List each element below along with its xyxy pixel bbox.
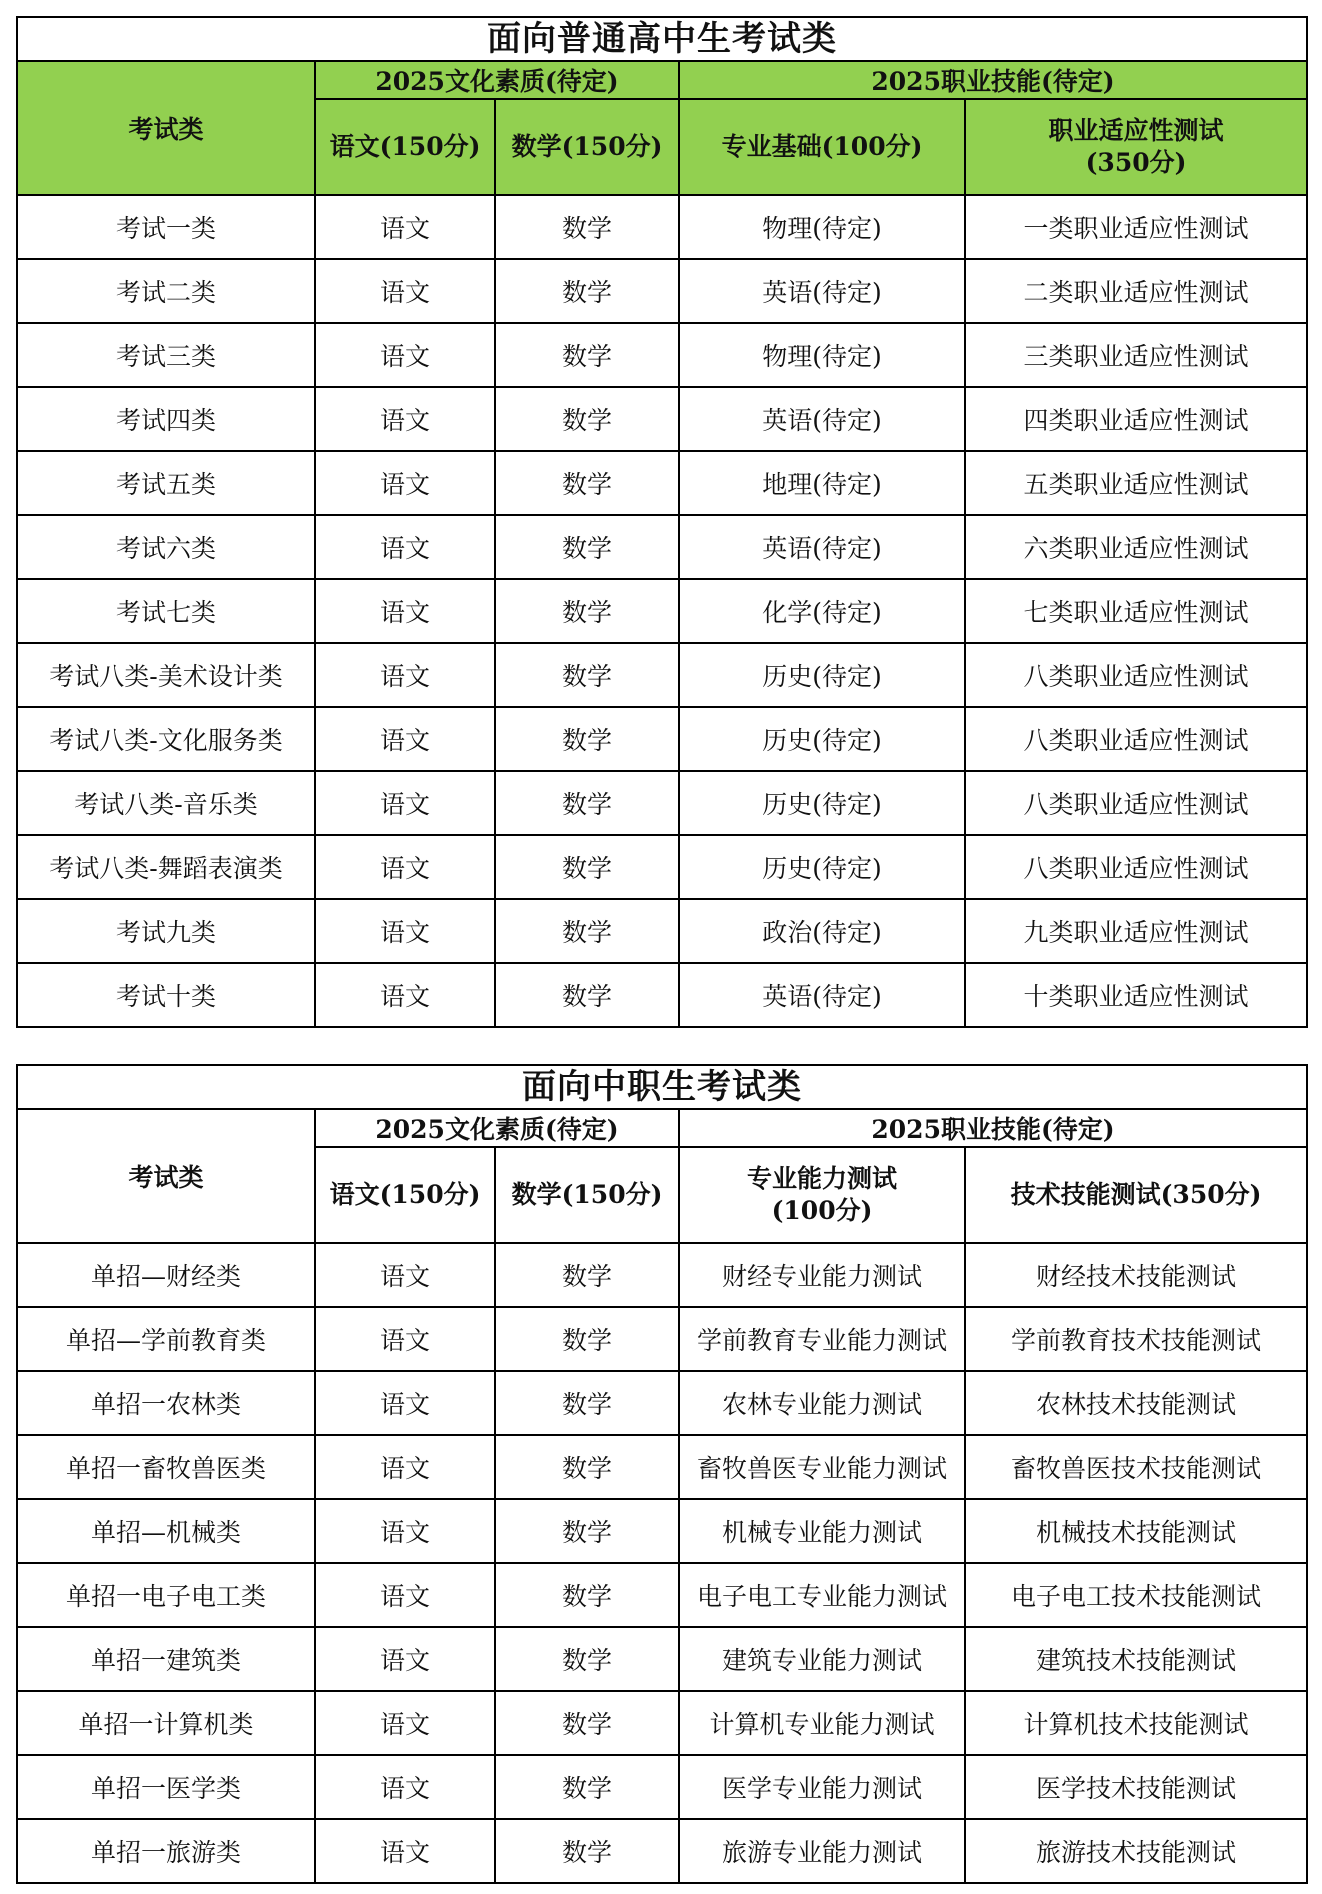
cell-skill-test: 农林技术技能测试 (965, 1371, 1307, 1435)
cell-math: 数学 (495, 1499, 679, 1563)
cell-skill-test: 八类职业适应性测试 (965, 707, 1307, 771)
header-exam-type: 考试类 (17, 61, 315, 195)
cell-math: 数学 (495, 1563, 679, 1627)
table-row (17, 1435, 1307, 1499)
cell-subject: 历史(待定) (679, 771, 965, 835)
cell-chinese: 语文 (315, 579, 495, 643)
cell-exam-type: 单招一医学类 (17, 1755, 315, 1819)
header-culture-group: 2025文化素质(待定) (315, 61, 679, 99)
cell-skill-test: 七类职业适应性测试 (965, 579, 1307, 643)
spacer-row (17, 1027, 1307, 1064)
cell-exam-type: 考试二类 (17, 259, 315, 323)
cell-subject: 化学(待定) (679, 579, 965, 643)
cell-chinese: 语文 (315, 323, 495, 387)
cell-math: 数学 (495, 259, 679, 323)
cell-subject: 财经专业能力测试 (679, 1243, 965, 1307)
cell-exam-type: 单招—学前教育类 (17, 1307, 315, 1371)
cell-skill-test: 计算机技术技能测试 (965, 1691, 1307, 1755)
cell-math: 数学 (495, 963, 679, 1027)
cell-chinese: 语文 (315, 771, 495, 835)
cell-exam-type: 考试九类 (17, 899, 315, 963)
header-professional-basics: 专业基础(100分) (679, 99, 965, 195)
cell-math: 数学 (495, 323, 679, 387)
cell-skill-test: 建筑技术技能测试 (965, 1627, 1307, 1691)
cell-chinese: 语文 (315, 515, 495, 579)
cell-skill-test: 九类职业适应性测试 (965, 899, 1307, 963)
cell-subject: 英语(待定) (679, 259, 965, 323)
cell-chinese: 语文 (315, 1435, 495, 1499)
table-row (17, 1691, 1307, 1755)
cell-subject: 畜牧兽医专业能力测试 (679, 1435, 965, 1499)
table-row (17, 1627, 1307, 1691)
cell-skill-test: 旅游技术技能测试 (965, 1819, 1307, 1883)
cell-skill-test: 八类职业适应性测试 (965, 835, 1307, 899)
table-body (17, 1243, 1307, 1883)
cell-skill-test: 机械技术技能测试 (965, 1499, 1307, 1563)
cell-subject: 历史(待定) (679, 835, 965, 899)
cell-skill-test: 八类职业适应性测试 (965, 643, 1307, 707)
cell-subject: 地理(待定) (679, 451, 965, 515)
cell-exam-type: 单招一建筑类 (17, 1627, 315, 1691)
header-aptitude-line1: 职业适应性测试 (1048, 116, 1224, 145)
cell-chinese: 语文 (315, 195, 495, 259)
cell-math: 数学 (495, 1243, 679, 1307)
table-row (17, 1499, 1307, 1563)
cell-math: 数学 (495, 1691, 679, 1755)
cell-subject: 机械专业能力测试 (679, 1499, 965, 1563)
cell-math: 数学 (495, 1627, 679, 1691)
cell-chinese: 语文 (315, 387, 495, 451)
cell-chinese: 语文 (315, 1371, 495, 1435)
cell-chinese: 语文 (315, 899, 495, 963)
cell-math: 数学 (495, 195, 679, 259)
cell-exam-type: 考试八类-音乐类 (17, 771, 315, 835)
cell-math: 数学 (495, 515, 679, 579)
table-title: 面向中职生考试类 (17, 1065, 1307, 1109)
table-row (17, 515, 1307, 579)
table-row (17, 387, 1307, 451)
cell-chinese: 语文 (315, 1819, 495, 1883)
cell-subject: 建筑专业能力测试 (679, 1627, 965, 1691)
cell-exam-type: 考试八类-美术设计类 (17, 643, 315, 707)
header-chinese: 语文(150分) (315, 99, 495, 195)
cell-subject: 计算机专业能力测试 (679, 1691, 965, 1755)
cell-math: 数学 (495, 387, 679, 451)
cell-math: 数学 (495, 1755, 679, 1819)
table-row (17, 707, 1307, 771)
cell-exam-type: 考试六类 (17, 515, 315, 579)
cell-chinese: 语文 (315, 643, 495, 707)
high-school-exam-table (16, 16, 1308, 1064)
cell-exam-type: 单招—机械类 (17, 1499, 315, 1563)
cell-subject: 物理(待定) (679, 195, 965, 259)
cell-skill-test: 医学技术技能测试 (965, 1755, 1307, 1819)
cell-subject: 政治(待定) (679, 899, 965, 963)
cell-skill-test: 学前教育技术技能测试 (965, 1307, 1307, 1371)
cell-exam-type: 考试八类-舞蹈表演类 (17, 835, 315, 899)
table-row (17, 323, 1307, 387)
cell-math: 数学 (495, 643, 679, 707)
cell-subject: 医学专业能力测试 (679, 1755, 965, 1819)
header-chinese: 语文(150分) (315, 1147, 495, 1243)
cell-math: 数学 (495, 771, 679, 835)
cell-exam-type: 单招一畜牧兽医类 (17, 1435, 315, 1499)
table-row (17, 1755, 1307, 1819)
table-row (17, 771, 1307, 835)
cell-subject: 旅游专业能力测试 (679, 1819, 965, 1883)
cell-exam-type: 单招一电子电工类 (17, 1563, 315, 1627)
cell-chinese: 语文 (315, 1691, 495, 1755)
table-row (17, 451, 1307, 515)
cell-chinese: 语文 (315, 1563, 495, 1627)
table-row (17, 899, 1307, 963)
cell-exam-type: 单招一旅游类 (17, 1819, 315, 1883)
cell-math: 数学 (495, 1307, 679, 1371)
cell-chinese: 语文 (315, 1627, 495, 1691)
cell-exam-type: 考试五类 (17, 451, 315, 515)
cell-skill-test: 畜牧兽医技术技能测试 (965, 1435, 1307, 1499)
cell-chinese: 语文 (315, 1307, 495, 1371)
cell-exam-type: 考试三类 (17, 323, 315, 387)
cell-skill-test: 二类职业适应性测试 (965, 259, 1307, 323)
cell-chinese: 语文 (315, 1499, 495, 1563)
header-aptitude-line2: (350分) (1085, 148, 1187, 177)
cell-skill-test: 五类职业适应性测试 (965, 451, 1307, 515)
cell-chinese: 语文 (315, 1243, 495, 1307)
cell-subject: 英语(待定) (679, 387, 965, 451)
cell-chinese: 语文 (315, 259, 495, 323)
header-technical-skills: 技术技能测试(350分) (965, 1147, 1307, 1243)
table-row (17, 1371, 1307, 1435)
cell-chinese: 语文 (315, 963, 495, 1027)
cell-exam-type: 单招一农林类 (17, 1371, 315, 1435)
cell-exam-type: 单招—财经类 (17, 1243, 315, 1307)
cell-skill-test: 四类职业适应性测试 (965, 387, 1307, 451)
cell-chinese: 语文 (315, 835, 495, 899)
table-row (17, 259, 1307, 323)
header-ability-line1: 专业能力测试 (746, 1164, 897, 1193)
table-row (17, 835, 1307, 899)
cell-subject: 农林专业能力测试 (679, 1371, 965, 1435)
cell-skill-test: 三类职业适应性测试 (965, 323, 1307, 387)
table-row (17, 1819, 1307, 1883)
cell-exam-type: 单招一计算机类 (17, 1691, 315, 1755)
header-professional-ability (679, 1147, 965, 1243)
cell-math: 数学 (495, 707, 679, 771)
table-body (17, 195, 1307, 1027)
cell-exam-type: 考试八类-文化服务类 (17, 707, 315, 771)
cell-math: 数学 (495, 1819, 679, 1883)
table-title: 面向普通高中生考试类 (17, 17, 1307, 61)
cell-subject: 电子电工专业能力测试 (679, 1563, 965, 1627)
cell-subject: 英语(待定) (679, 963, 965, 1027)
cell-skill-test: 八类职业适应性测试 (965, 771, 1307, 835)
cell-exam-type: 考试四类 (17, 387, 315, 451)
table-row (17, 643, 1307, 707)
cell-skill-test: 十类职业适应性测试 (965, 963, 1307, 1027)
cell-subject: 学前教育专业能力测试 (679, 1307, 965, 1371)
cell-chinese: 语文 (315, 451, 495, 515)
header-culture-group: 2025文化素质(待定) (315, 1109, 679, 1147)
cell-subject: 物理(待定) (679, 323, 965, 387)
cell-math: 数学 (495, 835, 679, 899)
cell-exam-type: 考试十类 (17, 963, 315, 1027)
header-skill-group: 2025职业技能(待定) (679, 1109, 1307, 1147)
spreadsheet (16, 16, 1306, 1884)
header-exam-type: 考试类 (17, 1109, 315, 1243)
header-skill-group: 2025职业技能(待定) (679, 61, 1307, 99)
header-math: 数学(150分) (495, 1147, 679, 1243)
cell-chinese: 语文 (315, 1755, 495, 1819)
table-row (17, 195, 1307, 259)
cell-subject: 历史(待定) (679, 707, 965, 771)
table-row (17, 963, 1307, 1027)
table-row (17, 1243, 1307, 1307)
cell-math: 数学 (495, 451, 679, 515)
header-aptitude-test (965, 99, 1307, 195)
header-ability-line2: (100分) (771, 1196, 873, 1225)
table-row (17, 1563, 1307, 1627)
cell-math: 数学 (495, 1435, 679, 1499)
cell-math: 数学 (495, 899, 679, 963)
cell-skill-test: 财经技术技能测试 (965, 1243, 1307, 1307)
cell-skill-test: 六类职业适应性测试 (965, 515, 1307, 579)
cell-subject: 英语(待定) (679, 515, 965, 579)
cell-math: 数学 (495, 1371, 679, 1435)
table-row (17, 1307, 1307, 1371)
cell-skill-test: 电子电工技术技能测试 (965, 1563, 1307, 1627)
cell-skill-test: 一类职业适应性测试 (965, 195, 1307, 259)
cell-subject: 历史(待定) (679, 643, 965, 707)
vocational-exam-table (16, 1064, 1308, 1884)
cell-chinese: 语文 (315, 707, 495, 771)
table-row (17, 579, 1307, 643)
header-math: 数学(150分) (495, 99, 679, 195)
cell-exam-type: 考试一类 (17, 195, 315, 259)
cell-exam-type: 考试七类 (17, 579, 315, 643)
cell-math: 数学 (495, 579, 679, 643)
